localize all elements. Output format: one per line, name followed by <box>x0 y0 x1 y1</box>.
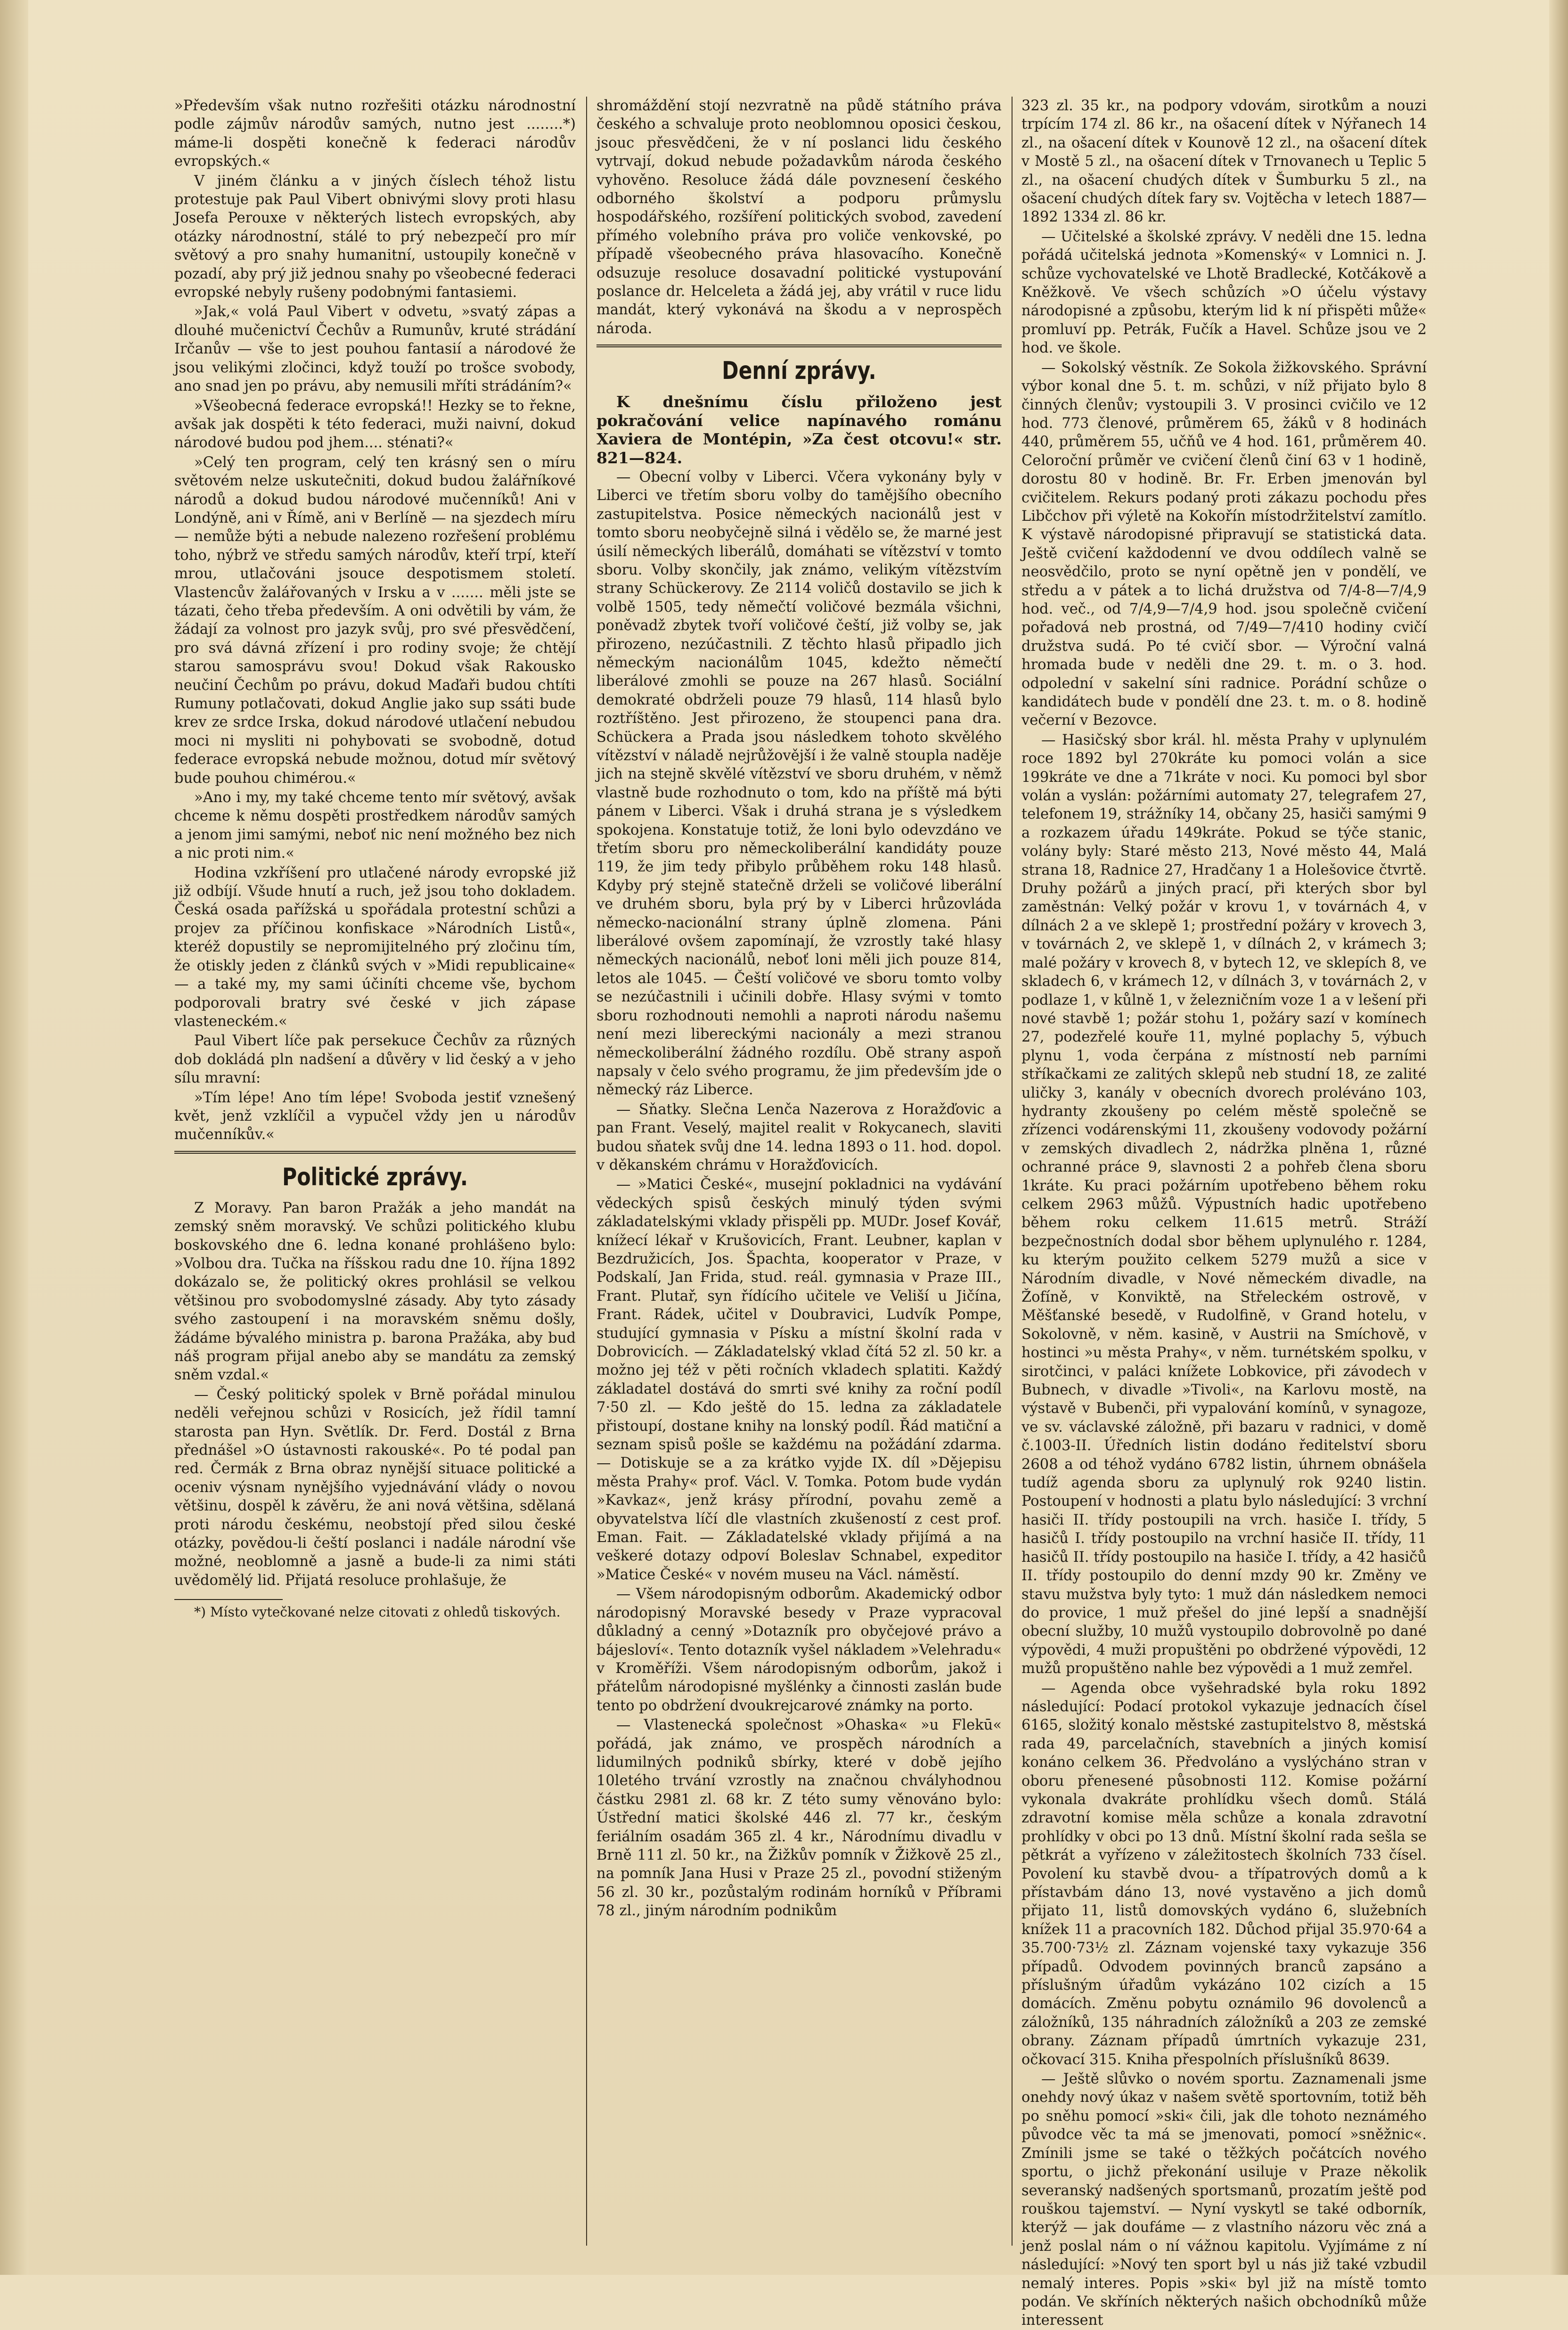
section-divider <box>596 345 1002 347</box>
footnote: *) Místo vytečkované nelze citovati z ohledů tiskových. <box>194 1604 561 1620</box>
paragraph: V jiném článku a v jiných číslech téhož listu protestuje pak Paul Vibert obnivými slovy proti hlasu Josefa Perouxe v některých listech evropských, aby otázky národnostní, stálé to prý nebezpečí pro mír světový a pro snahy humanitní, ustoupily konečně v pozadí, aby prý již jednou snahy po všeobecné federaci evropské nebyly rušeny podobnými fantasiemi. <box>174 172 576 301</box>
section-heading-politicke-zpravy: Politické zprávy. <box>282 1163 468 1191</box>
paragraph: »Jak,« volá Paul Vibert v odvetu, »svatý zápas a dlouhé mučenictví Čechův a Rumunův, kruté strádání Irčanův — vše to jest pouhou fantasií a národové že jsou velikými zločinci, když touží po trošce svobody, ano snad jen po právu, aby nemusili mříti strádáním?« <box>174 304 576 395</box>
column-rule <box>586 97 587 2246</box>
paragraph: 323 zl. 35 kr., na podpory vdovám, sirotkům a nouzi trpícím 174 zl. 86 kr., na ošacení dítek v Nýřanech 14 zl., na ošacení dítek v Kounově 12 zl., na ošacení dítek v Mostě 5 zl., na ošacení dítek v Trnovanech u Teplic 5 zl., na ošacení chudých dítek v Šumburku 5 zl., na ošacení chudých dítek fary sv. Vojtěcha v letech 1887—1892 1334 zl. 86 kr. <box>1021 98 1427 226</box>
paragraph: — Hasičský sbor král. hl. města Prahy v uplynulém roce 1892 byl 270kráte ku pomoci volán a sice 199kráte ve dne a 71kráte v noci. Ku pomoci byl sbor volán a vyslán: požárními automaty 27, telegrafem 27, telefonem 19, strážníky 14, občany 25, hasiči samými 9 a rozkazem úřadu 149kráte. Pokud se týče stanic, volány byly: Staré město 213, Nové město 44, Malá strana 18, Radnice 27, Hradčany 1 a Holešovice čtvrtě. Druhy požárů a jiných prací, při kterých sbor byl zaměstnán: Velký požár v krovu 1, v továrnách 4, v dílnách 2 a ve sklepě 1; prostřední požáry v krovech 3, v továrnách 2, ve sklepě 1, v dílnách 2, v krámech 3; malé požáry v krovech 8, v bytech 12, ve sklepích 8, ve skladech 6, v krámech 12, v dílnách 3, v továrnách 2, v podlaze 1, v kůlně 1, v železničním voze 1 a v lešení při nové stavbě 1; požár stohu 1, požáry sazí v komínech 27, podezřelé kouře 11, mylné poplachy 5, výbuch plynu 1, voda čerpána z místností neb parními stříkačkami ze zalitých sklepů neb studní 18, ze zalité uličky 3, kanály v obecních dvorech proléváno 103, hydranty zkoušeny po celém městě společně se zřízenci vodárenskými 11, zkoušeny vodovody požární v zemských divadlech 2, nádržka plněna 1, různé ochranné práce 9, slavnosti 2 a pohřeb člena sboru 1kráte. Ku praci požárním upotřebeno během roku celkem 2963 můžů. Výpustních hadic upotřebeno během roku celkem 11.615 metrů. Stráží bezpečnostních dodal sbor během uplynulého r. 1284, ku kterým použito celkem 5279 mužů a sice v Národním divadle, v Nové německém divadle, na Žofíně, v Konviktě, na Střeleckém ostrově, v Měšťanské besedě, v Rudolfině, v Grand hotelu, v Sokolovně, v něm. kasině, v Austrii na Smíchově, v hostinci »u města Prahy«, v něm. turnétském spolku, v sirotčinci, v paláci knížete Lobkovice, při závodech v Bubnech, v divadle »Tivoli«, na Karlovu mostě, na výstavě v Bubenči, při vypalování komínů, v synagoze, ve sv. václavské záložně, při bazaru v radnici, v domě č.1003-II. Úředních listin dodáno ředitelství sboru 2608 a od téhož vydáno 6782 listin, úhrnem obnášela tudíž agenda sboru za uplynulý rok 9240 listin. Postoupení v hodnosti a platu bylo následující: 3 vrchní hasiči II. třídy postoupili na vrch. hasiče I. třídy, 5 hasičů I. třídy postoupilo na vrchní hasiče II. třídy, 11 hasičů II. třídy postoupilo na hasiče I. třídy, a 42 hasičů II. třídy postoupilo do denní mzdy 90 kr. Změny ve stavu mužstva byly tyto: 1 muž dán následkem nemoci do provice, 1 muž přešel do jiné lepší a snadnější obecní služby, 10 mužů vystoupilo dobrovolně po dané výpovědi, 4 muži propuštěni po obdržené výpovědi, 12 mužů propuštěno nahle bez výpovědi a 1 muž zemřel. <box>1021 731 1427 1677</box>
paragraph: — Český politický spolek v Brně pořádal minulou neděli veřejnou schůzi v Rosicích, jež řídil tamní starosta pan Hyn. Světlík. Dr. Ferd. Dostál z Brna přednášel »O ústavnosti rakouské«. Po té podal pan red. Čermák z Brna obraz nynější situace politické a oceniv výsnam nynějšího vyjednávání vlády o novou většinu, dospěl k závěru, že ani nová většina, sdělaná proti národu českému, neobstojí před silou české otázky, povědou-li čeští poslanci i nadále národní vše možné, neoblomně a jasně a bude-li za nimi státi uvědomělý lid. Přijatá resoluce prohlašuje, že <box>174 1386 576 1589</box>
paragraph: — Vlastenecká společnost »Ohaska« »u Flekū« pořádá, jak známo, ve prospěch národních a lidumilných podniků sbírky, které v době jejího 10letého trvání vzrostly na značnou chvályhodnou částku 2981 zl. 68 kr. Z této sumy věnováno bylo: Ústřední matici školské 446 zl. 77 kr., českým feriálním osadám 365 zl. 4 kr., Národnímu divadlu v Brně 111 zl. 50 kr., na Žižkův pomník v Žižkově 25 zl., na pomník Jana Husi v Praze 25 zl., povodní stiženým 56 zl. 30 kr., pozůstalým rodinám horníků v Příbrami 78 zl., jiným národním podnikům <box>596 1717 1002 1920</box>
lead-notice: K dnešnímu číslu přiloženo jest pokračování velice napínavého románu Xaviera de Montépin, »Za čest otcovu!« str. 821—824. <box>596 393 1002 467</box>
paragraph: Z Moravy. Pan baron Pražák a jeho mandát na zemský sněm moravský. Ve schůzi politického klubu boskovského dne 6. ledna konané prohlášeno bylo: »Volbou dra. Tučka na říšskou radu dne 10. října 1892 dokázalo se, že politický okres prohlásil se velkou většinou pro svobodomyslné zásady. Aby tyto zásady svého zastoupení i na moravském sněmu došly, žádáme bývalého ministra p. barona Pražáka, aby bud náš program přijal anebo aby se mandátu za zemský sněm vzdal.« <box>174 1199 576 1384</box>
paragraph: — »Matici České«, musejní pokladnici na vydávání vědeckých spisů českých minulý týden svými základatelskými vklady přispěli pp. MUDr. Josef Kovář, knížecí lékař v Krušovicích, Frant. Leubner, kaplan v Bezdružicích, Jos. Špachta, kooperator v Praze, v Podskalí, Jan Frida, stud. reál. gymnasia v Praze III., Frant. Plutař, syn řídícího učitele ve Veliší u Jičína, Frant. Rádek, učitel v Doubravici, Ludvík Pompe, studující gymnasia v Písku a místní školní rada v Dobrovicích. — Základatelský vklad čítá 52 zl. 50 kr. a možno jej též v pěti ročních vkladech splatiti. Každý základatel dostává do smrti své knihy za roční podíl 7·50 zl. — Kdo ještě do 15. ledna za základatele přistoupí, dostane knihy na lonský podíl. Řád matiční a seznam spisů pošle se každému na požádání zdarma. — Dotiskuje se a za krátko vyjde IX. díl »Dějepisu města Prahy« prof. Václ. V. Tomka. Potom bude vydán »Kavkaz«, jenž krásy přírodní, povahu země a obyvatelstva líčí dle vlastních zkušeností z cest prof. Eman. Fait. — Základatelské vklady přijímá a na veškeré dotazy odpoví Boleslav Schnabel, expeditor »Matice České« v novém museu na Václ. náměstí. <box>596 1176 1002 1583</box>
paragraph: »Všeobecná federace evropská!! Hezky se to řekne, avšak jak dospěti k této federaci, muži naivní, dokud národové budou pod jhem.... sténati?« <box>174 397 576 451</box>
page-edge-left <box>0 0 28 2275</box>
column-rule <box>1012 97 1013 2246</box>
paragraph: — Obecní volby v Liberci. Včera vykonány byly v Liberci ve třetím sboru volby do tamějšího obecního zastupitelstva. Posice německých nacionálů jest v tomto sboru neobyčejně silná i vědělo se, že marné jest úsilí německých liberálů, domáhati se vítězství v tomto sboru. Volby skončily, jak známo, velikým vítězstvím strany Schückerovy. Ze 2114 voličů dostavilo se jich k volbě 1505, tedy němečtí voličové bezmála všichni, poněvadž zbytek tvoří voličové čeští, již volby se, jak přirozeno, nezúčastnili. Z těchto hlasů připadlo jich německým nacionálům 1045, kdežto němečtí liberálové zmohli se pouze na 267 hlasů. Sociální demokraté obdrželi pouze 79 hlasů, 114 hlasů bylo roztříštěno. Jest přirozeno, že stoupenci pana dra. Schückera a Prada jsou následkem tohoto skvělého vítězství v náladě nejrůžovější i že valně stoupla naděje jich na stejně skvělé vítězství ve sboru druhém, v němž vlastně bude rozhodnuto o tom, kdo na příště má býti pánem v Liberci. Však i druhá strana je s výsledkem spokojena. Konstatuje totiž, že loni bylo odevzdáno ve třetím sboru pro německoliberální kandidáty pouze 119, že jim tedy přibylo průběhem roku 148 hlasů. Kdyby prý stejně statečně drželi se voličové liberální ve druhém sboru, byla prý by v Liberci hrůzovláda německo-nacionální strany úplně zlomena. Páni liberálové ovšem zapomínají, že vzrostly také hlasy německých nacionálů, neboť loni měli jich pouze 814, letos ale 1045. — Čeští voličové ve sboru tomto volby se nezúčastnili i učinili dobře. Hlasy svými v tomto sboru rozhodnouti nemohli a naproti národu našemu není mezi libereckými nacionály a mezi stranou německoliberální žádného rozdílu. Obě strany aspoň napsaly v čelo svého programu, že jim především jde o německý ráz Liberce. <box>596 468 1002 1099</box>
column-1 <box>174 97 576 2236</box>
column-2 <box>596 97 1002 2236</box>
page-edge-right <box>1549 0 1568 2275</box>
section-heading-denni-zpravy: Denní zprávy. <box>722 357 876 386</box>
paragraph: Paul Vibert líče pak persekuce Čechův za různých dob dokládá pln nadšení a důvěry v lid český a v jeho sílu mravní: <box>174 1033 576 1087</box>
paragraph: — Ještě slůvko o novém sportu. Zaznamenali jsme onehdy nový úkaz v našem světě sportovním, totiž běh po sněhu pomocí »ski« čili, jak dle tohoto neznámého původce věc ta má se jmenovati, pomocí »sněžnic«. Zmínili jsme se také o těžkých počátcích nového sportu, o jichž překonání usiluje v Praze několik severanský nadšených sportsmanů, prozatím ještě pod rouškou tajemství. — Nyní vyskytl se také odborník, kterýž — jak doufáme — z vlastního názoru věc zná a jenž poslal nám o ní vážnou kapitolu. Vyjímáme z ní následující: »Nový ten sport byl u nás již také vzbudil nemalý interes. Popis »ski« byl již na místě tomto podán. Ve skříních některých našich obchodníků může interessent <box>1021 2071 1427 2329</box>
paragraph: — Sňatky. Slečna Lenča Nazerova z Horažďovic a pan Frant. Veselý, majitel realit v Rokycanech, slaviti budou sňatek svůj dne 14. ledna 1893 o 11. hod. dopol. v děkanském chrámu v Horažďovicích. <box>596 1101 1002 1173</box>
paragraph: — Všem národopisným odborům. Akademický odbor národopisný Moravské besedy v Praze vypracoval důkladný a cenný »Dotazník pro obyčejové právo a bájesloví«. Tento dotazník vyšel nákladem »Velehradu« v Kroměříži. Všem národopisným odborům, jakož i přátelům národopisné myšlénky a činnosti zaslán bude tento po obdržení dvoukrejcarové známky na porto. <box>596 1586 1002 1714</box>
paragraph: »Celý ten program, celý ten krásný sen o míru světovém nelze uskutečniti, dokud budou žalářníkové národů a dokud budou národové mučenníků! Ani v Londýně, ani v Římě, ani v Berlíně — na sjezdech míru — nemůže býti a nebude nalezeno rozřešení problému toho, nýbrž ve středu samých národův, kteří trpí, kteří mrou, utlačováni jsouce despotismem století. Vlastencův žalářovaných v Irsku a v ....... měli jste se tázati, čeho třeba především. A oni odvětili by vám, že žádají za volnost pro jazyk svůj, pro své přesvědčení, pro svá dávná zřízení i pro rodiny svoje; že chtějí starou samosprávu svou! Dokud však Rakousko neučiní Čechům po právu, dokud Maďaři budou chtíti Rumuny potlačovati, dokud Anglie jako sup ssáti bude krev ze srdce Irska, dokud národové utlačení nebudou moci ni mysliti ni pohybovati se svobodně, dotud federace evropská nebude možnou, dotud mír světový bude pouhou chimérou.« <box>174 454 576 787</box>
paragraph: »Především však nutno rozřešiti otázku národnostní podle zájmův národův samých, nutno jest ........*) máme-li dospěti konečně k federaci národův evropských.« <box>174 98 576 170</box>
paragraph: shromáždění stojí nezvratně na půdě státního práva českého a schvaluje proto neoblomnou oposici českou, jsouc přesvědčeni, že v ní poslanci lidu českého vytrvají, dokud nebude požadavkům národa českého vyhověno. Resoluce žádá dále povznesení českého odborného školství a podporu průmyslu hospodářského, rozšíření politických svobod, zavedení přímého volebního práva pro voliče venkovské, po případě všeobecného práva hlasovacího. Konečně odsuzuje resoluce dosavadní politické vystupování poslance dr. Helceleta a žádá jej, aby vrátil v ruce lidu mandát, který vykonává na škodu a v neprospěch národa. <box>596 98 1002 337</box>
column-3 <box>1021 97 1427 2329</box>
paragraph: — Učitelské a školské zprávy. V neděli dne 15. ledna pořádá učitelská jednota »Komenský« v Lomnici n. J. schůze vychovatelské ve Lhotě Bradlecké, Kotčákově a Kněžkově. Ve všech schůzích »O účelu výstavy národopisné a způsobu, kterým lid k ní přispěti může« promluví pp. Petrák, Fučík a Havel. Schůze jsou ve 2 hod. ve škole. <box>1021 228 1427 357</box>
paragraph: »Tím lépe! Ano tím lépe! Svoboda jestiť vznešený květ, jenž vzklíčil a vypučel vždy jen u národův mučenníkův.« <box>174 1089 576 1143</box>
paragraph: »Ano i my, my také chceme tento mír světový, avšak chceme k němu dospěti prostředkem národův samých a jenom jimi samými, neboť nic není možného bez nich a nic proti nim.« <box>174 789 576 862</box>
paragraph: — Sokolský věstník. Ze Sokola žižkovského. Správní výbor konal dne 5. t. m. schůzi, v níž přijato bylo 8 činných členův; vystoupili 3. V prosinci cvičilo ve 12 hod. 773 členové, průměrem 65, žáků v 8 hodinách 440, průměrem 55, učňů ve 4 hod. 161, průměrem 40. Celoroční průměr ve cvičení členů činí 63 v 1 hodině, dorostu 80 v hodině. Br. Fr. Erben jmenován byl cvičitelem. Rekurs podaný proti zákazu pochodu přes Libčchov při výletě na Kokořín místodržitelství zamítlo. K výstavě národopisné připravují se statistická data. Ještě cvičení každodenní ve dvou oddílech valně se neosvědčilo, proto se nyní opětně jen v pondělí, ve středu a v pátek a to lichá družstva od 7/4-8—7/4,9 hod. več., od 7/4,9—7/4,9 hod. jsou společně cvičení pořadová neb prostná, od 7/49—7/410 hodiny cvičí družstva sudá. Po té cvičí sbor. — Výroční valná hromada bude v neděli dne 29. t. m. o 3. hod. odpolední v sakelní síni radnice. Porádní schůze o kandidátech bude v pondělí dne 23. t. m. o 8. hodině večerní v Bezovce. <box>1021 359 1427 729</box>
paragraph: Hodina vzkříšení pro utlačené národy evropské již již odbíjí. Všude hnutí a ruch, jež jsou toho dokladem. Česká osada pařížská u spořádala protestní schůzi a projev za příčinou konfiskace »Národních Listů«, kteréž dopustily se nepromijitelného prý zločinu tím, že otiskly jeden z článků svých v »Midi republicaine« — a také my, my sami účiníti chceme vše, bychom podporovali bratry své české v jich zápase vlasteneckém.« <box>174 864 576 1030</box>
paragraph: — Agenda obce vyšehradské byla roku 1892 následující: Podací protokol vykazuje jednacích čísel 6165, složitý konalo městské zastupitelstvo 8, městská rada 49, parcelačních, stavebních a jiných komisí konáno celkem 36. Předvoláno a vyslýcháno stran v oboru přenesené působnosti 112. Komise požární vykonala dvakráte prohlídku všech domů. Stálá zdravotní komise měla schůze a konala zdravotní prohlídky v obci po 13 dnů. Místní školní rada sešla se pětkrát a vyřízeno v záležitostech školních 733 čísel. Povolení ku stavbě dvou- a třípatrových domů a k přístavbám dáno 13, nové vystavěno a jich domů přijato 11, listů domovských vydáno 6, služebních knížek 11 a pracovních 182. Důchod přijal 35.970·64 a 35.700·73½ zl. Záznam vojenské taxy vykazuje 356 případů. Odvodem povinných branců zapsáno a příslušným úřadům vykázáno 102 cizích a 15 domácích. Změnu pobytu oznámilo 96 dovolenců a záložníků, 135 náhradních záložníků a 203 ze zemské obrany. Záznam případů úmrtních vykazuje 231, očkovací 315. Kniha přespolních příslušníků 8639. <box>1021 1680 1427 2068</box>
footnote-separator <box>174 1599 283 1600</box>
section-divider <box>174 1151 576 1154</box>
